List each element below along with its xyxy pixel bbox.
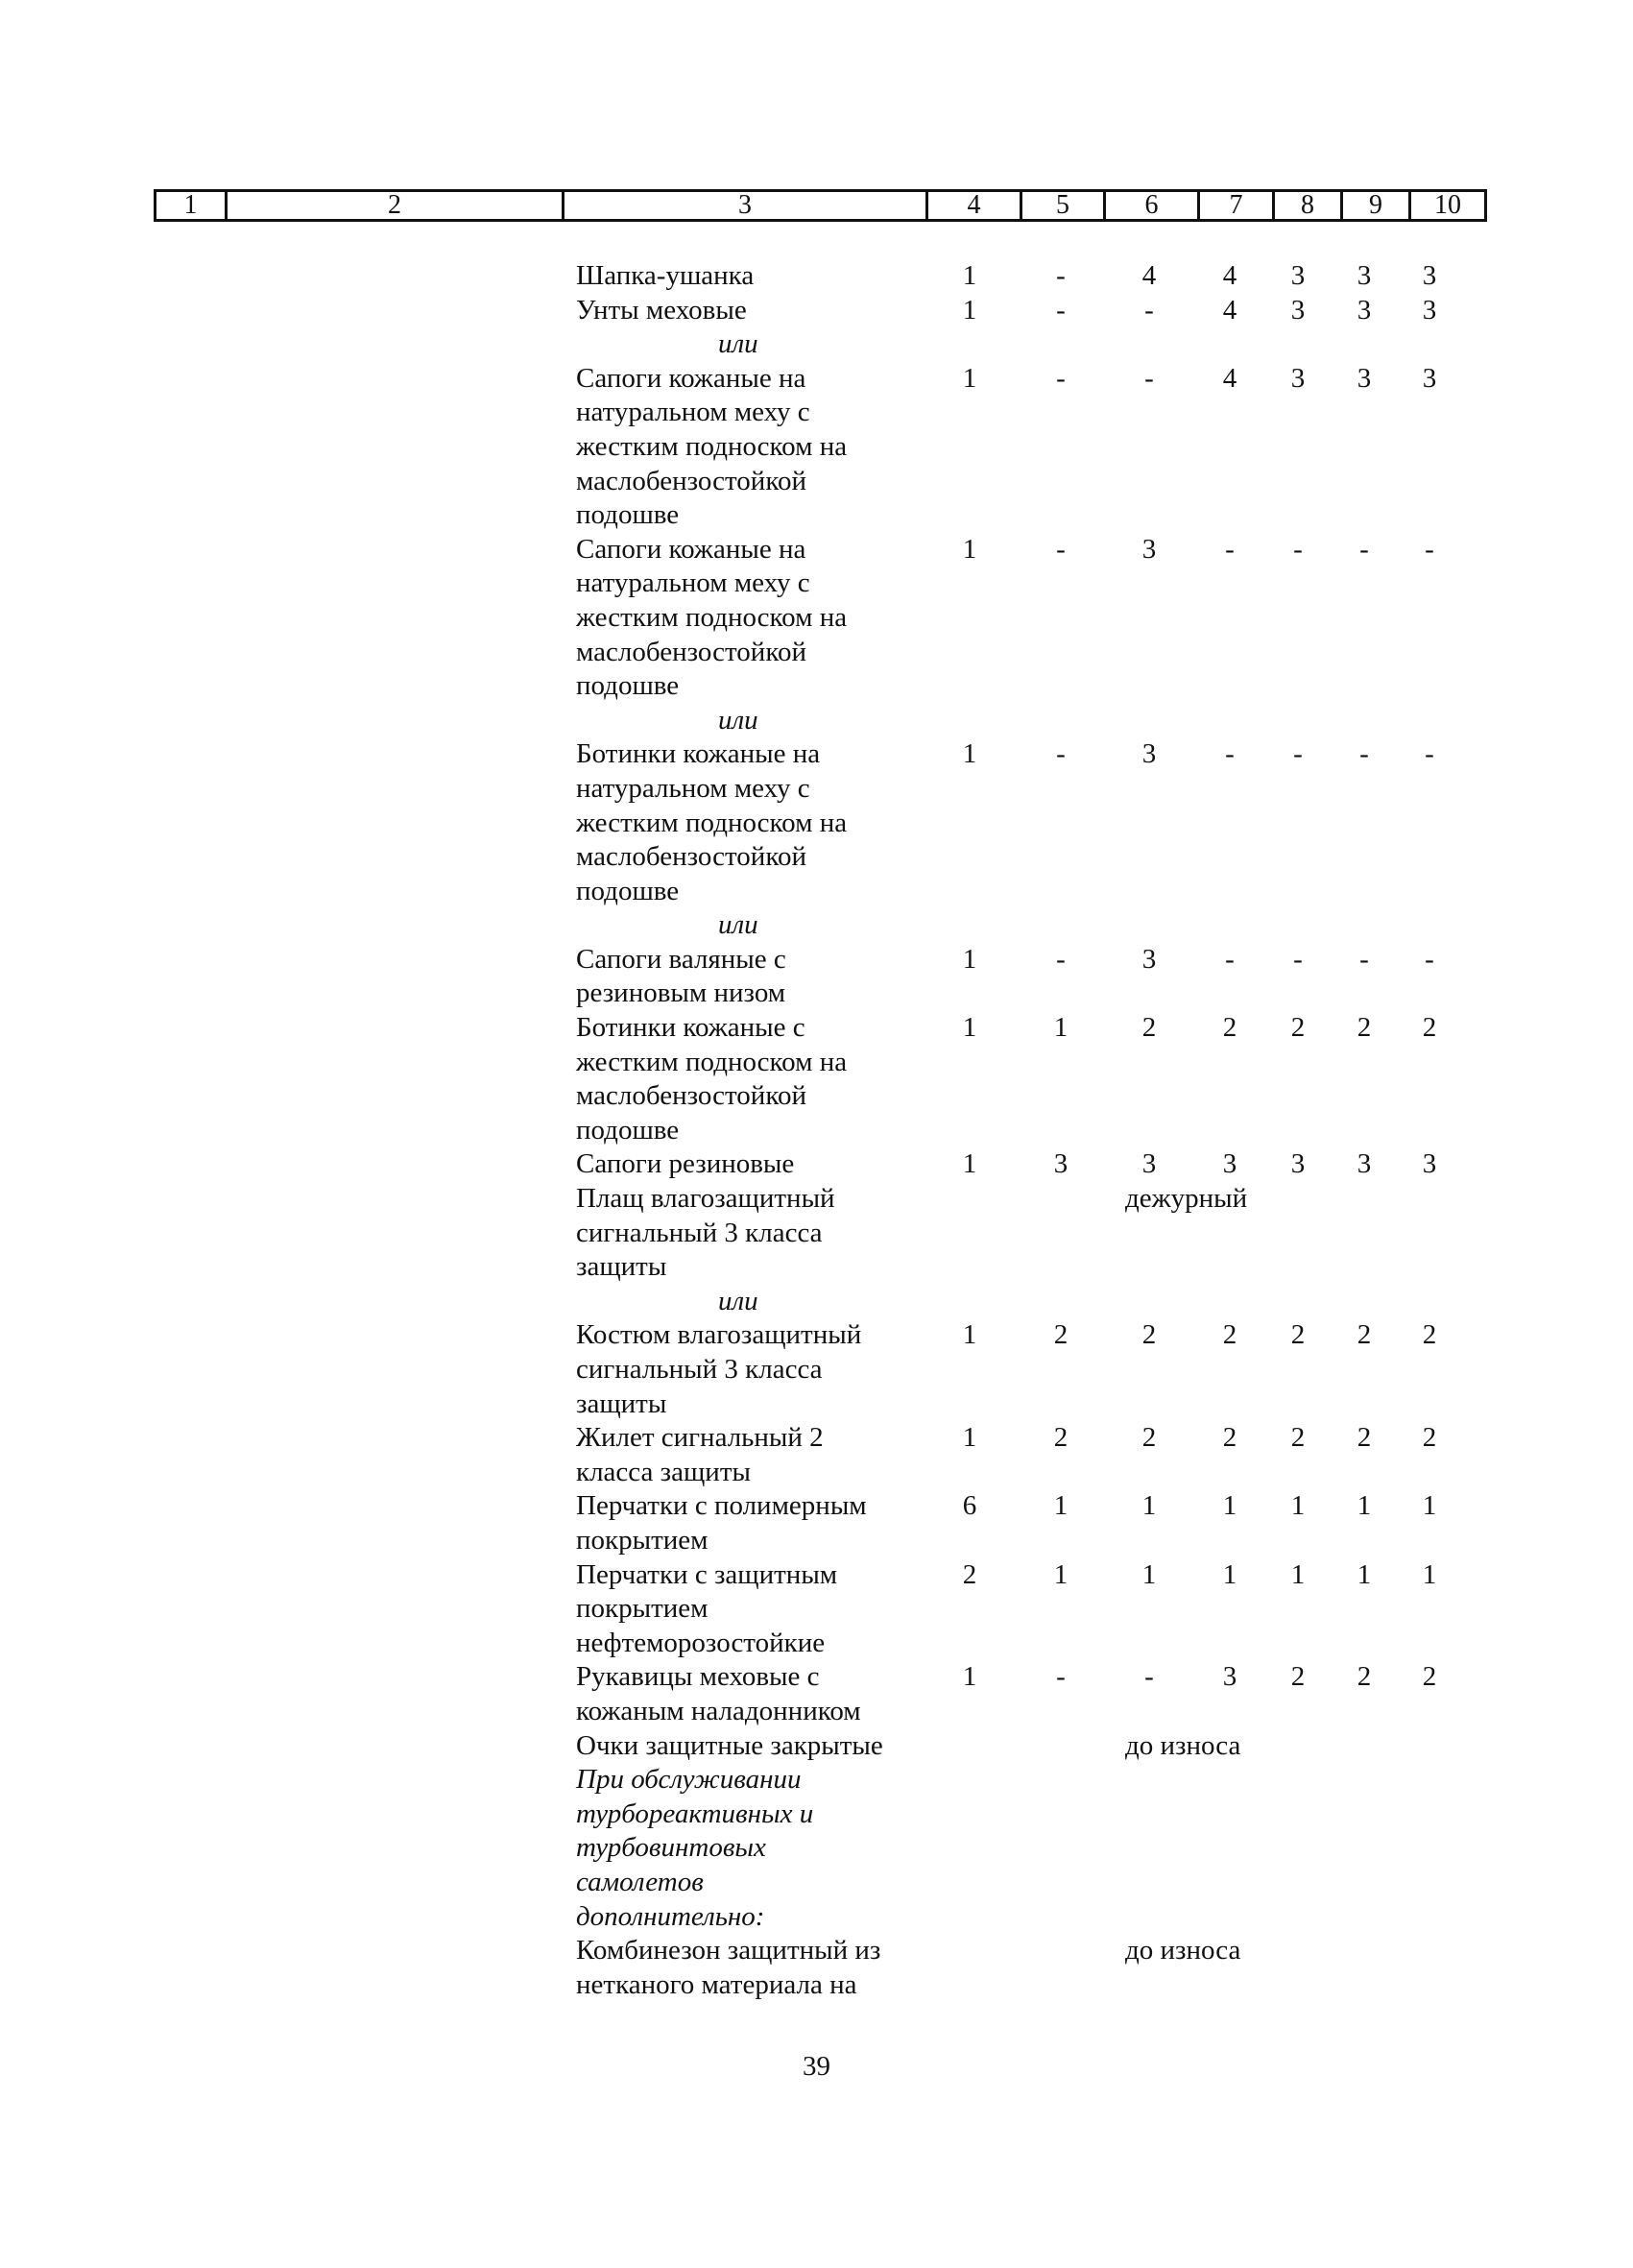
- value-col-7: 2: [1222, 1012, 1237, 1044]
- table-row: [0, 704, 1633, 738]
- value-col-5: 1: [1053, 1558, 1069, 1590]
- value-col-5: 2: [1053, 1422, 1069, 1454]
- value-col-8: 2: [1290, 1422, 1306, 1454]
- value-col-10: 2: [1422, 1422, 1437, 1454]
- value-col-4: 1: [962, 533, 977, 565]
- header-col-7: 7: [1199, 191, 1274, 221]
- item-name: Перчатки с полимерным: [576, 1490, 867, 1522]
- value-col-7: 4: [1222, 294, 1237, 326]
- value-col-9: 3: [1357, 294, 1372, 326]
- table-row: [0, 1421, 1633, 1456]
- item-name: жестким подноском на: [576, 430, 848, 462]
- table-row: [0, 1900, 1633, 1935]
- table-row: [0, 669, 1633, 704]
- value-col-6: 1: [1141, 1490, 1157, 1522]
- item-name: маслобензостойкой: [576, 1080, 806, 1112]
- table-row: [0, 1456, 1633, 1490]
- value-col-8: 1: [1290, 1558, 1306, 1590]
- header-col-4: 4: [927, 191, 1021, 221]
- table-row: [0, 498, 1633, 533]
- header-row: [156, 191, 1486, 221]
- table-row: [0, 1798, 1633, 1832]
- item-name: При обслуживании: [576, 1764, 802, 1796]
- value-col-7: -: [1225, 533, 1235, 565]
- value-col-10: 3: [1422, 362, 1437, 394]
- table-row: [0, 875, 1633, 909]
- item-name: жестким подноском на: [576, 601, 848, 633]
- value-col-6: 2: [1141, 1319, 1157, 1351]
- value-col-4: 1: [962, 738, 977, 770]
- term-note: до износа: [1125, 1729, 1241, 1761]
- table-row: [0, 1182, 1633, 1217]
- item-name: класса защиты: [576, 1456, 751, 1487]
- header-col-10: 10: [1410, 191, 1486, 221]
- table-row: [0, 1524, 1633, 1558]
- table-row: [0, 1147, 1633, 1182]
- header-col-5: 5: [1021, 191, 1105, 221]
- table-row: [0, 1866, 1633, 1900]
- item-name: жестким подноском на: [576, 807, 848, 838]
- value-col-6: 3: [1141, 943, 1157, 975]
- table-row: [0, 772, 1633, 807]
- table-row: [0, 1592, 1633, 1627]
- item-name: Перчатки с защитным: [576, 1558, 838, 1590]
- value-col-10: 1: [1422, 1558, 1437, 1590]
- value-col-10: 3: [1422, 260, 1437, 291]
- value-col-9: 1: [1357, 1490, 1372, 1522]
- item-name: Жилет сигнальный 2: [576, 1422, 824, 1454]
- item-name: покрытием: [576, 1524, 708, 1556]
- item-name: Сапоги кожаные на: [576, 362, 806, 394]
- table-row: [0, 1353, 1633, 1387]
- item-name: подошве: [576, 1114, 680, 1146]
- table-row: [0, 430, 1633, 465]
- value-col-6: 4: [1141, 260, 1157, 291]
- alternative-separator: или: [718, 909, 758, 941]
- value-col-7: -: [1225, 943, 1235, 975]
- value-col-7: 3: [1222, 1148, 1237, 1180]
- table-row: [0, 259, 1633, 294]
- item-name: Унты меховые: [576, 294, 747, 326]
- value-col-4: 1: [962, 1422, 977, 1454]
- table-row: [0, 1660, 1633, 1695]
- table-row: [0, 1250, 1633, 1285]
- table-row: [0, 1934, 1633, 1968]
- value-col-6: -: [1144, 1661, 1154, 1693]
- header-col-9: 9: [1342, 191, 1410, 221]
- item-name: маслобензостойкой: [576, 841, 806, 873]
- item-name: нефтеморозостойкие: [576, 1627, 826, 1658]
- value-col-5: 1: [1053, 1490, 1069, 1522]
- value-col-7: 4: [1222, 260, 1237, 291]
- value-col-9: -: [1359, 738, 1369, 770]
- value-col-8: 3: [1290, 294, 1306, 326]
- alternative-separator: или: [718, 704, 758, 736]
- value-col-4: 1: [962, 260, 977, 291]
- table-row: [0, 1489, 1633, 1524]
- table-row: [0, 1318, 1633, 1353]
- value-col-6: 2: [1141, 1012, 1157, 1044]
- value-col-4: 1: [962, 1319, 977, 1351]
- value-col-8: 3: [1290, 260, 1306, 291]
- table-body: [0, 259, 1633, 2002]
- table-row: [0, 1558, 1633, 1593]
- value-col-5: 2: [1053, 1319, 1069, 1351]
- value-col-7: 3: [1222, 1661, 1237, 1693]
- value-col-9: 2: [1357, 1319, 1372, 1351]
- table-row: [0, 1763, 1633, 1798]
- table-row: [0, 840, 1633, 875]
- item-name: Комбинезон защитный из: [576, 1935, 881, 1966]
- table-row: [0, 1046, 1633, 1080]
- value-col-4: 1: [962, 1661, 977, 1693]
- value-col-6: 3: [1141, 1148, 1157, 1180]
- item-name: турбовинтовых: [576, 1832, 766, 1864]
- value-col-6: 1: [1141, 1558, 1157, 1590]
- item-name: подошве: [576, 875, 680, 906]
- value-col-8: -: [1293, 738, 1303, 770]
- value-col-5: 3: [1053, 1148, 1069, 1180]
- value-col-5: 1: [1053, 1012, 1069, 1044]
- alternative-separator: или: [718, 1285, 758, 1316]
- value-col-4: 1: [962, 943, 977, 975]
- value-col-4: 1: [962, 294, 977, 326]
- value-col-6: 2: [1141, 1422, 1157, 1454]
- value-col-4: 2: [962, 1558, 977, 1590]
- value-col-8: 3: [1290, 1148, 1306, 1180]
- value-col-7: 4: [1222, 362, 1237, 394]
- value-col-9: 2: [1357, 1422, 1372, 1454]
- value-col-5: -: [1056, 943, 1066, 975]
- item-name: маслобензостойкой: [576, 465, 806, 496]
- value-col-8: -: [1293, 943, 1303, 975]
- table-row: [0, 362, 1633, 397]
- table-row: [0, 1285, 1633, 1319]
- item-name: Ботинки кожаные с: [576, 1012, 805, 1044]
- table-row: [0, 1114, 1633, 1148]
- value-col-5: -: [1056, 294, 1066, 326]
- value-col-10: 3: [1422, 1148, 1437, 1180]
- item-name: Рукавицы меховые с: [576, 1661, 820, 1693]
- value-col-7: 1: [1222, 1558, 1237, 1590]
- table-row: [0, 396, 1633, 430]
- header-col-2: 2: [227, 191, 564, 221]
- item-name: самолетов: [576, 1866, 704, 1897]
- value-col-7: 1: [1222, 1490, 1237, 1522]
- value-col-5: -: [1056, 1661, 1066, 1693]
- header-col-8: 8: [1274, 191, 1342, 221]
- value-col-8: 1: [1290, 1490, 1306, 1522]
- item-name: Плащ влагозащитный: [576, 1183, 835, 1215]
- table-row: [0, 1627, 1633, 1661]
- table-row: [0, 1729, 1633, 1764]
- table-row: [0, 908, 1633, 943]
- table-row: [0, 601, 1633, 636]
- value-col-9: 3: [1357, 1148, 1372, 1180]
- value-col-5: -: [1056, 533, 1066, 565]
- item-name: дополнительно:: [576, 1900, 765, 1932]
- item-name: Сапоги резиновые: [576, 1148, 795, 1180]
- item-name: натуральном меху с: [576, 772, 810, 804]
- value-col-6: -: [1144, 362, 1154, 394]
- table-row: [0, 533, 1633, 567]
- value-col-9: -: [1359, 943, 1369, 975]
- value-col-4: 1: [962, 1148, 977, 1180]
- table-row: [0, 465, 1633, 499]
- table-row: [0, 636, 1633, 670]
- table-row: [0, 807, 1633, 841]
- header-col-1: 1: [156, 191, 227, 221]
- value-col-8: -: [1293, 533, 1303, 565]
- page-number: 39: [803, 2051, 830, 2082]
- item-name: защиты: [576, 1251, 667, 1283]
- value-col-9: 2: [1357, 1661, 1372, 1693]
- item-name: подошве: [576, 499, 680, 531]
- item-name: Костюм влагозащитный: [576, 1319, 862, 1351]
- table-row: [0, 567, 1633, 601]
- value-col-10: 2: [1422, 1661, 1437, 1693]
- table-row: [0, 1011, 1633, 1046]
- value-col-7: -: [1225, 738, 1235, 770]
- item-name: Шапка-ушанка: [576, 260, 755, 291]
- table-row: [0, 1217, 1633, 1251]
- value-col-9: 2: [1357, 1012, 1372, 1044]
- value-col-8: 2: [1290, 1012, 1306, 1044]
- item-name: кожаным наладонником: [576, 1695, 861, 1726]
- table-row: [0, 977, 1633, 1011]
- value-col-9: 3: [1357, 260, 1372, 291]
- value-col-10: 1: [1422, 1490, 1437, 1522]
- item-name: сигнальный 3 класса: [576, 1217, 823, 1248]
- table-row: [0, 294, 1633, 328]
- column-number-header: [154, 189, 1487, 222]
- value-col-6: -: [1144, 294, 1154, 326]
- value-col-9: 3: [1357, 362, 1372, 394]
- value-col-4: 6: [962, 1490, 977, 1522]
- value-col-9: -: [1359, 533, 1369, 565]
- item-name: натуральном меху с: [576, 397, 810, 428]
- value-col-10: -: [1425, 533, 1434, 565]
- value-col-10: -: [1425, 738, 1434, 770]
- table-row: [0, 1968, 1633, 2003]
- header-col-6: 6: [1105, 191, 1199, 221]
- value-col-4: 1: [962, 1012, 977, 1044]
- value-col-4: 1: [962, 362, 977, 394]
- item-name: сигнальный 3 класса: [576, 1354, 823, 1385]
- value-col-8: 2: [1290, 1319, 1306, 1351]
- item-name: Сапоги кожаные на: [576, 533, 806, 565]
- value-col-8: 3: [1290, 362, 1306, 394]
- item-name: жестким подноском на: [576, 1046, 848, 1077]
- item-name: защиты: [576, 1387, 667, 1419]
- item-name: Очки защитные закрытые: [576, 1729, 883, 1761]
- item-name: нетканого материала на: [576, 1968, 857, 2000]
- item-name: Ботинки кожаные на: [576, 738, 821, 770]
- value-col-5: -: [1056, 738, 1066, 770]
- item-name: турбореактивных и: [576, 1798, 814, 1829]
- value-col-10: 2: [1422, 1319, 1437, 1351]
- item-name: Сапоги валяные с: [576, 943, 786, 975]
- table-row: [0, 943, 1633, 977]
- term-note: дежурный: [1125, 1183, 1248, 1215]
- table-row: [0, 737, 1633, 772]
- item-name: подошве: [576, 670, 680, 702]
- value-col-10: 2: [1422, 1012, 1437, 1044]
- term-note: до износа: [1125, 1935, 1241, 1966]
- value-col-7: 2: [1222, 1422, 1237, 1454]
- item-name: покрытием: [576, 1593, 708, 1625]
- value-col-6: 3: [1141, 738, 1157, 770]
- header-col-3: 3: [564, 191, 927, 221]
- value-col-10: -: [1425, 943, 1434, 975]
- value-col-5: -: [1056, 260, 1066, 291]
- value-col-8: 2: [1290, 1661, 1306, 1693]
- value-col-9: 1: [1357, 1558, 1372, 1590]
- table-row: [0, 1695, 1633, 1729]
- table-row: [0, 1387, 1633, 1422]
- value-col-6: 3: [1141, 533, 1157, 565]
- table-row: [0, 327, 1633, 362]
- value-col-10: 3: [1422, 294, 1437, 326]
- value-col-7: 2: [1222, 1319, 1237, 1351]
- item-name: натуральном меху с: [576, 567, 810, 599]
- table-row: [0, 1079, 1633, 1114]
- item-name: резиновым низом: [576, 977, 786, 1009]
- table-row: [0, 1831, 1633, 1866]
- value-col-5: -: [1056, 362, 1066, 394]
- item-name: маслобензостойкой: [576, 636, 806, 667]
- alternative-separator: или: [718, 328, 758, 360]
